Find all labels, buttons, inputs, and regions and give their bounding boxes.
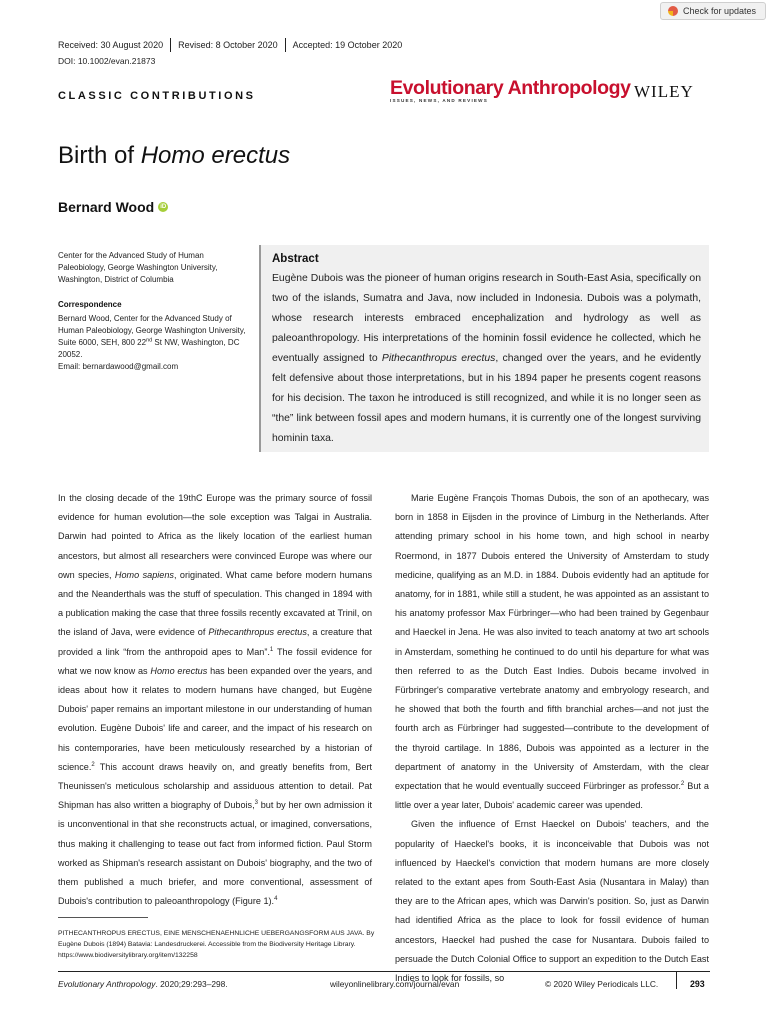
abstract-text: Eugène Dubois was the pioneer of human origins research in South-East Asia, specifically on two of the islands, Sumatra and Java, now included in Indonesia. Dubois was a polymath, whose research interests embraced encephalization and hydrology as well as paleoanthropology. His interpretations of the hominin fossil evidence he collected, which he eventually assigned to Pithecanthropus erectus, changed over the years, and he evidently felt defensive about those interpretations, but in his 1894 paper he presents cogent reasons for his decision. The taxon he introduced is still recognized, and while it is no longer seen as “the” link between fossil apes and modern humans, it is currently one of the longest surviving hominin taxa. [272,273,701,444]
page-number: 293 [690,979,705,989]
correspondence-details [58,313,248,373]
paragraph: Marie Eugène François Thomas Dubois, the son of an apothecary, was born in 1858 in Eijsden in the province of Limburg in the Netherlands. After attending primary school in his home town, and high school in nearby Roermond, in 1877 Dubois entered the University of Amsterdam to study medicine, qualifying as an M.D. in 1884. Dubois evidently had an aptitude for anatomy, for in 1881, while still a student, he was appointed as an assistant to his anatomy professor Max Fürbringer—who had been trained by Gegenbaur and Haeckel in Jena. He was also invited to teach anatomy at two art schools in Amsterdam, something he continued to do until his departure for what was then referred to as the Dutch East Indies. Dubois became involved in Fürbringer's comparative vertebrate anatomy and embryology research, and he showed that both the fourth and fifth branchial arches—and not just the fourth arch as Fürbringer had suggested—contribute to the development of the thyroid cartilage. In 1886, Dubois was appointed as a lecturer in the department of anatomy in the University of Amsterdam, with the clear expectation that he would eventually succeed Fürbringer as professor.$^2$ But a little over a year later, Dubois' academic career was upended. [395,493,709,811]
orcid-icon[interactable]: iD [160,204,167,210]
article-history [58,38,402,52]
check-for-updates-label: Check for updates [683,6,757,16]
abstract-box [259,245,709,452]
correspondence-heading: Correspondence [58,300,122,309]
abstract-heading: Abstract [272,253,319,265]
revised-date: Revised: 8 October 2020 [178,40,278,50]
author [58,199,168,215]
publisher-logo: WILEY [634,82,694,101]
footer-citation: Evolutionary Anthropology. 2020;29:293–298. [58,979,228,989]
correspondence-email[interactable]: Email: bernardawood@gmail.com [58,362,179,371]
title-text: Birth of [58,142,141,169]
section-label: CLASSIC CONTRIBUTIONS [58,90,256,102]
divider [170,38,171,52]
reference-2[interactable]: 2 [680,781,685,788]
divider [285,38,286,52]
caption-rule [58,917,148,918]
check-for-updates-button[interactable] [660,2,766,20]
footer-url[interactable]: wileyonlinelibrary.com/journal/evan [330,979,460,989]
footer-divider [676,971,677,989]
reference-3[interactable]: 3 [254,800,258,807]
journal-tagline: ISSUES, NEWS, AND REVIEWS [390,98,488,103]
correspondence-address: Bernard Wood, Center for the Advanced Study of Human Paleobiology, George Washington University, Suite 6000, SEH, 800 22 [58,314,246,347]
body-column-left [58,489,372,911]
reference-4[interactable]: 4 [274,896,278,903]
footer-copyright: © 2020 Wiley Periodicals LLC. [545,979,659,989]
correspondence-address-cont: St NW, Washington, DC 20052. [58,338,240,359]
author-name[interactable]: Bernard Wood [58,199,155,215]
superscript: nd [146,337,153,344]
reference-2[interactable]: 2 [91,761,95,768]
paragraph: Given the influence of Ernst Haeckel on Dubois' teachers, and the popularity of Haeckel's books, it is inconceivable that Dubois was not influenced by Haeckel's conviction that modern humans are more closely related to the extant apes from South-East Asia (Nusantara in Malay) than they are to the African apes, which was Darwin's position. So, just as Darwin had identified Africa as the place to look for fossil evidence of human ancestors, Haeckel had pushed the case for Nusantara. Dubois failed to persuade the Dutch Colonial Office to support an expedition to the Dutch East Indies to look for fossils, so [395,819,709,984]
received-date: Received: 30 August 2020 [58,40,164,50]
affiliation: Center for the Advanced Study of Human Paleobiology, George Washington University, Washington, District of Columbia [58,251,218,284]
paragraph: In the closing decade of the 19thC Europe was the primary source of fossil evidence for human evolution—the sole exception was Talgai in Australia. Darwin had pointed to Africa as the likely location of the earliest human ancestors, but almost all researchers were convinced Europe was where our own species, Homo sapiens, originated. What came before modern humans and the Neanderthals was the stuff of speculation. This changed in 1894 with a publication making the case that three fossils recently excavated at Trinil, on the island of Java, were evidence of Pithecanthropus erectus, a creature that provided a link “from the anthropoid apes to Man”.$^1$ The fossil evidence for what we now know as Homo erectus has been expanded over the years, and ideas about how it relates to modern humans have changed, but Eugène Dubois' paper remains an important milestone in our understanding of human evolution. Eugène Dubois' life and career, and the impact of his research on his contemporaries, have been meticulously researched by a historian of science.$^2$ This account draws heavily on, and greatly benefits from, Bert Theunissen's meticulous scholarship and assiduous attention to detail. Pat Shipman has also written a biography of Dubois,$^3$ but by her own admission it is unconventional in that she reconstructs actual, or imagined, conversations, thus making it challenging to tease out fact from informed fiction. Paul Storm worked as Shipman's research assistant on Dubois' biography, and the two of them published a much briefer, and more conventional, assessment of Dubois's contribution to paleoanthropology (Figure 1).$^4$ [58,493,373,907]
footer-rule [58,971,710,972]
reference-1[interactable]: 1 [269,646,274,653]
figure-caption: PITHECANTHROPUS ERECTUS, EINE MENSCHENAEHNLICHE UEBERGANGSFORM AUS JAVA. By Eugène Dubois (1894) Batavia: Landesdruckerei. Accessible from the Biodiversity Heritage Library. https://www.biodiversitylibrary.org/item/132258 [58,930,375,959]
doi[interactable]: DOI: 10.1002/evan.21873 [58,56,156,66]
body-column-right [395,489,709,988]
journal-logo [390,78,631,103]
title-italic: Homo erectus [140,142,291,169]
journal-name: Evolutionary Anthropology [390,77,631,99]
crossmark-icon [668,6,678,16]
article-title [58,142,290,170]
accepted-date: Accepted: 19 October 2020 [292,40,403,50]
